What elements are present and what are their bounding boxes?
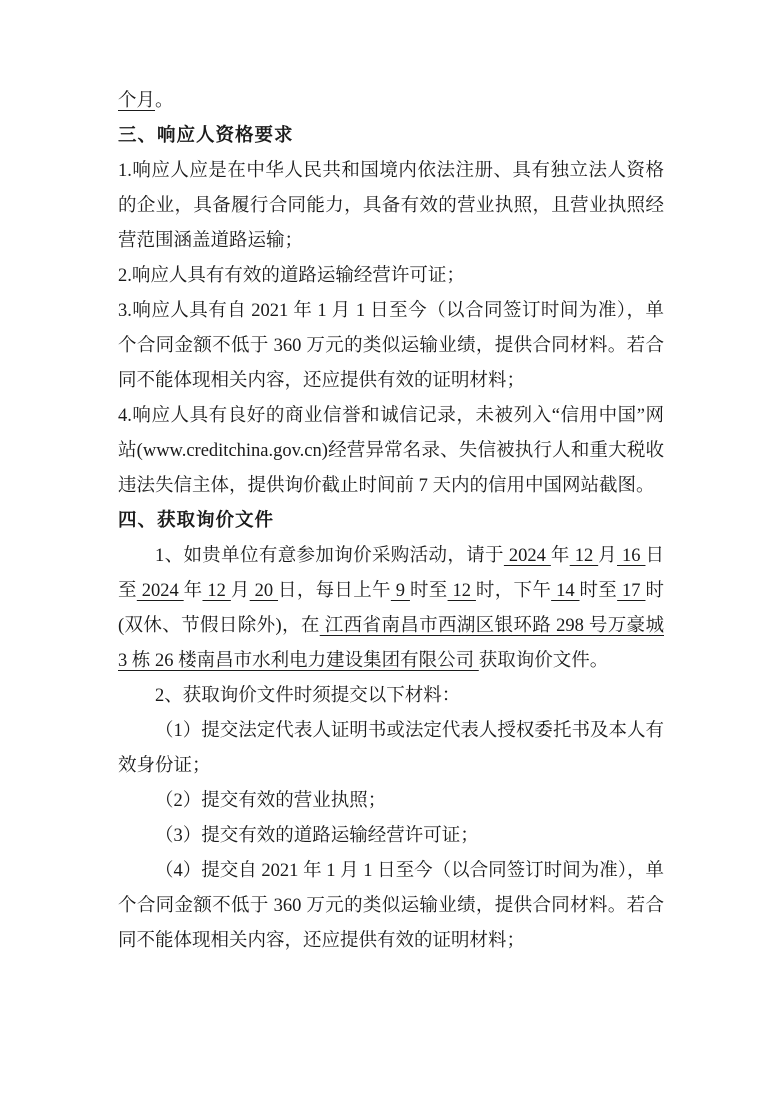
filled-blank: 9: [390, 581, 410, 601]
text-run: 获取询价文件。: [478, 651, 609, 671]
text-run: 时，下午: [475, 581, 552, 601]
paragraph-material-1: （1）提交法定代表人证明书或法定代表人授权委托书及本人有效身份证；: [118, 721, 664, 776]
paragraph-requirement-3: 3.响应人具有自 2021 年 1 月 1 日至今（以合同签订时间为准），单个合同金额不低于 360 万元的类似运输业绩，提供合同材料。若合同不能体现相关内容，还应提供有效的证明材料；: [118, 301, 664, 391]
filled-blank: 个月: [118, 91, 156, 111]
filled-blank: 20: [249, 581, 279, 601]
filled-blank: 12: [202, 581, 231, 601]
heading-section-4-obtain-documents: 四、获取询价文件: [118, 511, 275, 531]
text-run: 年: [550, 546, 570, 566]
text-run: 月: [230, 581, 250, 601]
filled-blank: 14: [551, 581, 580, 601]
text-run: 。: [155, 91, 174, 111]
paragraph-duration-tail: [118, 84, 664, 119]
paragraph-requirement-1: 1.响应人应是在中华人民共和国境内依法注册、具有独立法人资格的企业，具备履行合同能力，具备有效的营业执照，且营业执照经营范围涵盖道路运输；: [118, 161, 664, 251]
paragraph-material-3: （3）提交有效的道路运输经营许可证；: [155, 826, 479, 846]
filled-blank: 17: [617, 581, 646, 601]
text-run: 时至: [409, 581, 448, 601]
text-run: 时至: [579, 581, 618, 601]
paragraph-materials-intro: 2、获取询价文件时须提交以下材料：: [155, 686, 461, 706]
filled-blank: 12: [447, 581, 476, 601]
paragraph-requirement-2: 2.响应人具有有效的道路运输经营许可证；: [118, 266, 465, 286]
text-run: 时(双休、节假日除外)，在: [118, 581, 664, 636]
text-run: 年: [183, 581, 203, 601]
filled-blank: 2024: [136, 581, 184, 601]
paragraph-material-2: （2）提交有效的营业执照；: [155, 791, 387, 811]
paragraph-obtain-schedule: [118, 539, 664, 679]
paragraph-requirement-4: 4.响应人具有良好的商业信誉和诚信记录，未被列入“信用中国”网站(www.creditchina.gov.cn)经营异常名录、失信被执行人和重大税收违法失信主体，提供询价截止时间前 7 天内的信用中国网站截图。: [118, 406, 664, 496]
text-run: 日至: [118, 546, 664, 601]
text-run: 日，每日上午: [278, 581, 391, 601]
filled-blank: 12: [569, 546, 599, 566]
heading-section-3-qualifications: 三、响应人资格要求: [118, 126, 294, 146]
filled-blank: 江西省南昌市西湖区银环路 298 号万豪城 3 栋 26 楼南昌市水利电力建设集团有限公司: [118, 616, 664, 671]
text-run: 1、如贵单位有意参加询价采购活动，请于: [155, 546, 504, 566]
text-run: 月: [598, 546, 618, 566]
filled-blank: 16: [617, 546, 646, 566]
filled-blank: 2024: [503, 546, 551, 566]
paragraph-material-4: （4）提交自 2021 年 1 月 1 日至今（以合同签订时间为准），单个合同金额不低于 360 万元的类似运输业绩，提供合同材料。若合同不能体现相关内容，还应提供有效的证明材料；: [118, 861, 664, 951]
document-body: [118, 84, 664, 959]
